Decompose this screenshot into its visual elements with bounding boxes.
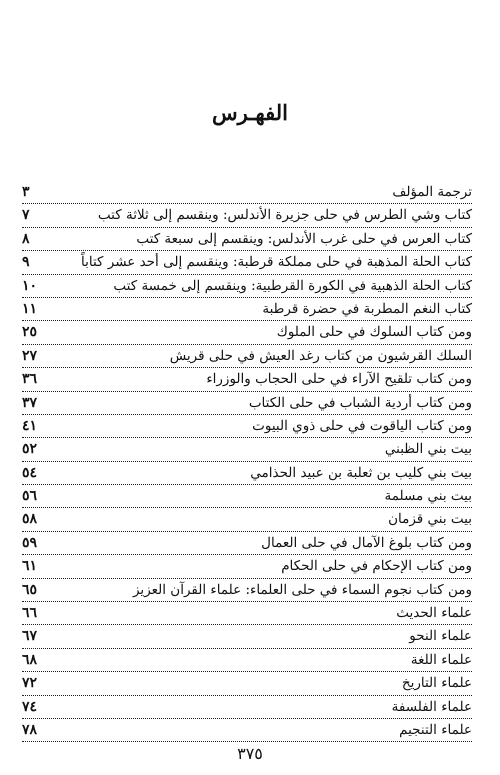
toc-entry-page: ١٠ (22, 277, 40, 295)
toc-entry-title: ومن كتاب بلوغ الآمال في حلى العمال (258, 534, 472, 552)
toc-entry-page: ٦٦ (22, 604, 40, 622)
toc-row (22, 392, 472, 415)
toc-entry-title: كتاب الحلة المذهبة في حلى مملكة قرطبة: وينقسم إلى أحد عشر كتاباً (78, 253, 472, 271)
page-number: ٣٧٥ (237, 744, 263, 763)
toc-row (22, 298, 472, 321)
toc-row (22, 228, 472, 251)
toc-row (22, 719, 472, 742)
toc-entry-page: ٦٥ (22, 581, 40, 599)
toc-entry-page: ٦١ (22, 557, 40, 575)
table-of-contents (22, 181, 472, 742)
toc-row (22, 696, 472, 719)
toc-entry-page: ٤١ (22, 417, 40, 435)
toc-row (22, 485, 472, 508)
toc-entry-title: علماء الفلسفة (389, 698, 472, 716)
toc-row (22, 181, 472, 204)
toc-row (22, 462, 472, 485)
toc-entry-title: كتاب وشي الطرس في حلى جزيرة الأندلس: وينقسم إلى ثلاثة كتب (95, 206, 472, 224)
toc-entry-title: كتاب العرس في حلى غرب الأندلس: وينقسم إلى سبعة كتب (133, 230, 472, 248)
toc-entry-title: علماء التاريخ (399, 674, 472, 692)
toc-entry-page: ٥٩ (22, 534, 40, 552)
toc-entry-title: ومن كتاب الإحكام في حلى الحكام (278, 557, 472, 575)
toc-entry-title: كتاب الحلة الذهبية في الكورة القرطبية: وينقسم إلى خمسة كتب (110, 277, 472, 295)
toc-entry-page: ٧٨ (22, 721, 40, 739)
toc-entry-page: ٦٨ (22, 651, 40, 669)
toc-entry-page: ٥٨ (22, 510, 40, 528)
toc-entry-title: كتاب النغم المطربة في حضرة قرطبة (259, 300, 472, 318)
toc-row (22, 275, 472, 298)
toc-entry-page: ٨ (22, 230, 33, 248)
toc-row (22, 368, 472, 391)
toc-entry-page: ٧٢ (22, 674, 40, 692)
toc-row (22, 321, 472, 344)
toc-row (22, 204, 472, 227)
toc-entry-title: علماء الحديث (393, 604, 472, 622)
toc-entry-page: ٥٦ (22, 487, 40, 505)
toc-entry-page: ٣٦ (22, 370, 40, 388)
toc-entry-page: ٥٤ (22, 464, 40, 482)
toc-entry-title: ترجمة المؤلف (389, 183, 472, 201)
toc-entry-page: ٣٧ (22, 394, 40, 412)
toc-entry-title: ومن كتاب نجوم السماء في حلى العلماء: علماء القرآن العزيز (130, 581, 472, 599)
toc-entry-title: بيت بني قزمان (385, 510, 472, 528)
toc-entry-page: ٧ (22, 206, 33, 224)
toc-entry-title: ومن كتاب تلقيح الآراء في حلى الحجاب والوزراء (203, 370, 472, 388)
toc-entry-title: علماء التنجيم (396, 721, 472, 739)
toc-row (22, 532, 472, 555)
page-title: الفهـرس (212, 100, 288, 125)
toc-entry-title: ومن كتاب الياقوت في حلى ذوي البيوت (249, 417, 472, 435)
toc-entry-page: ٢٥ (22, 323, 40, 341)
toc-entry-page: ١١ (22, 300, 40, 318)
toc-row (22, 579, 472, 602)
toc-entry-title: علماء اللغة (408, 651, 472, 669)
toc-row (22, 438, 472, 461)
toc-entry-page: ٥٢ (22, 440, 40, 458)
toc-row (22, 415, 472, 438)
toc-row (22, 602, 472, 625)
toc-entry-page: ٧٤ (22, 698, 40, 716)
toc-entry-page: ٢٧ (22, 347, 40, 365)
toc-entry-page: ٣ (22, 183, 33, 201)
toc-entry-page: ٦٧ (22, 627, 40, 645)
toc-entry-title: ومن كتاب السلوك في حلى الملوك (274, 323, 472, 341)
toc-entry-title: بيت بني كليب بن ثعلبة بن عبيد الحذامي (247, 464, 472, 482)
toc-row (22, 625, 472, 648)
toc-row (22, 555, 472, 578)
toc-row (22, 251, 472, 274)
toc-row (22, 672, 472, 695)
toc-entry-title: علماء النحو (406, 627, 472, 645)
toc-row (22, 508, 472, 531)
toc-entry-title: السلك القرشيون من كتاب رغد العيش في حلى قريش (167, 347, 472, 365)
toc-row (22, 649, 472, 672)
toc-entry-title: بيت بني الظبني (382, 440, 472, 458)
toc-entry-title: بيت بني مسلمة (381, 487, 472, 505)
toc-entry-title: ومن كتاب أردية الشباب في حلى الكتاب (246, 394, 472, 412)
toc-row (22, 345, 472, 368)
toc-entry-page: ٩ (22, 253, 33, 271)
